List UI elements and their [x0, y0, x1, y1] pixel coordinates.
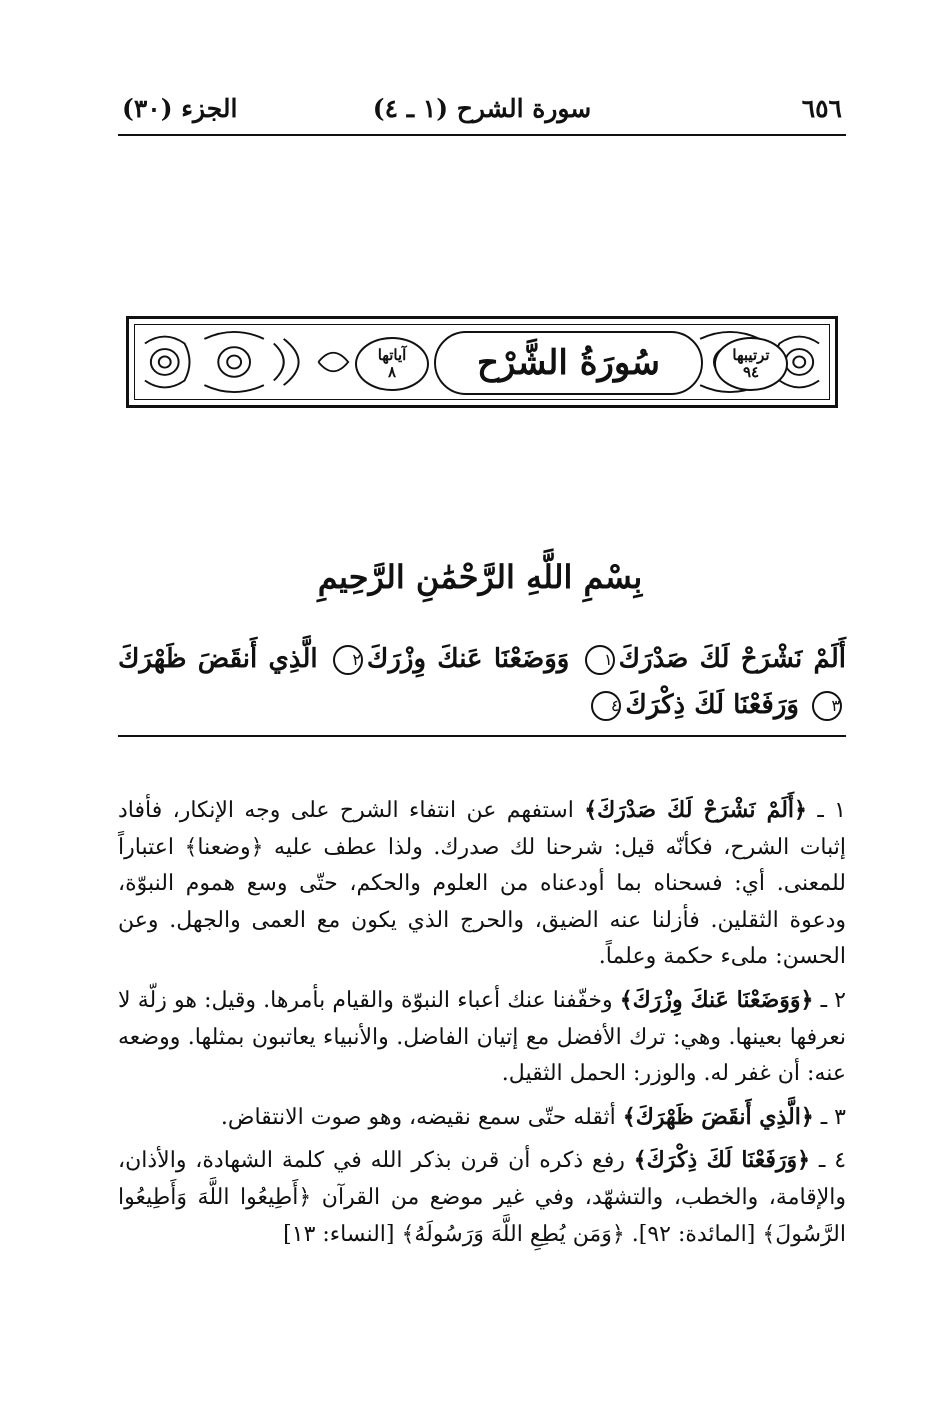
- verse-text: أَلَمْ نَشْرَحْ لَكَ صَدْرَكَ: [618, 644, 846, 674]
- commentary-text: استفهم عن انتفاء الشرح على وجه الإنكار، فأفاد إثبات الشرح، فكأنّه قيل: شرحنا لك صدرك. ولذا عطف عليه ﴿وضعنا﴾ اعتباراً للمعنى. أي: فسحناه بما أودعناه من العلوم والحكم، حتّى وسع هموم النبوّة، ودعوة الثقلين. فأزلنا عنه الضيق، والحرج الذي يكون مع العمى والجهل. وعن الحسن: ملىء حكمة وعلماً.: [118, 798, 846, 970]
- commentary-paragraph: [118, 792, 846, 976]
- commentary-text: رفع ذكره أن قرن بذكر الله في كلمة الشهادة، والأذان، والإقامة، والخطب، والتشهّد، وفي غير موضع من القرآن ﴿أَطِيعُوا اللَّهَ وَأَطِيعُوا الرَّسُولَ﴾ [المائدة: ٩٢]. ﴿وَمَن يُطِعِ اللَّهَ وَرَسُولَهُ﴾ [النساء: ١٣]: [118, 1148, 846, 1247]
- verse-quote: ﴿وَرَفَعْنَا لَكَ ذِكْرَكَ﴾: [633, 1147, 811, 1174]
- commentary-text: وخفّفنا عنك أعباء النبوّة والقيام بأمرها. وقيل: هو زلّة لا نعرفها بعينها. وهي: ترك الأفضل مع إتيان الفاضل. والأنبياء يعاتبون بمثلها. ووضعه عنه: أن غفر له. والوزر: الحمل الثقيل.: [118, 987, 846, 1087]
- basmala: بِسْمِ اللَّهِ الرَّحْمَٰنِ الرَّحِيمِ: [317, 558, 643, 596]
- surah-verses-oval: [355, 337, 429, 391]
- verse-quote: ﴿الَّذِي أَنقَضَ ظَهْرَكَ﴾: [622, 1103, 814, 1130]
- juz-label: الجزء (٣٠): [122, 94, 238, 123]
- verse-number-marker: ٤: [591, 691, 621, 721]
- page-header: [118, 92, 846, 136]
- verse-number-marker: ٢: [333, 645, 363, 675]
- surah-order-label: ترتيبها: [732, 346, 770, 364]
- commentary-text: أثقله حتّى سمع نقيضه، وهو صوت الانتقاض.: [220, 1104, 616, 1130]
- verse-quote: ﴿وَوَضَعْنَا عَنكَ وِزْرَكَ﴾: [619, 986, 814, 1013]
- section-divider: [118, 735, 846, 737]
- surah-order-value: ٩٤: [742, 363, 760, 381]
- commentary-number: ١ ـ: [817, 798, 846, 823]
- verse-text: الَّذِي أَنقَضَ ظَهْرَكَ: [118, 644, 318, 674]
- surah-verses-label: آياتها: [377, 346, 407, 364]
- commentary-number: ٢ ـ: [820, 987, 846, 1013]
- verse-number-marker: ٣: [812, 691, 842, 721]
- surah-title-cartouche: [434, 331, 703, 395]
- surah-banner: [126, 316, 838, 408]
- verse-quote: ﴿أَلَمْ نَشْرَحْ لَكَ صَدْرَكَ﴾: [584, 797, 807, 823]
- surah-order-oval: [714, 337, 788, 391]
- commentary-paragraph: [118, 982, 846, 1093]
- verse-text: وَرَفَعْنَا لَكَ ذِكْرَكَ: [625, 690, 799, 720]
- quran-verses: [118, 636, 846, 728]
- commentary-number: ٣ ـ: [820, 1104, 846, 1130]
- page-number: ٦٥٦: [801, 94, 842, 123]
- commentary-paragraph: [118, 1099, 846, 1137]
- commentary: [118, 792, 846, 1253]
- surah-title: سُورَةُ الشَّرْح: [477, 343, 660, 383]
- surah-verses-value: ٨: [387, 363, 397, 381]
- running-title: سورة الشرح (١ ـ ٤): [372, 94, 592, 123]
- verse-text: وَوَضَعْنَا عَنكَ وِزْرَكَ: [366, 644, 570, 674]
- commentary-number: ٤ ـ: [818, 1148, 847, 1174]
- verse-number-marker: ١: [585, 645, 615, 675]
- commentary-paragraph: [118, 1142, 846, 1253]
